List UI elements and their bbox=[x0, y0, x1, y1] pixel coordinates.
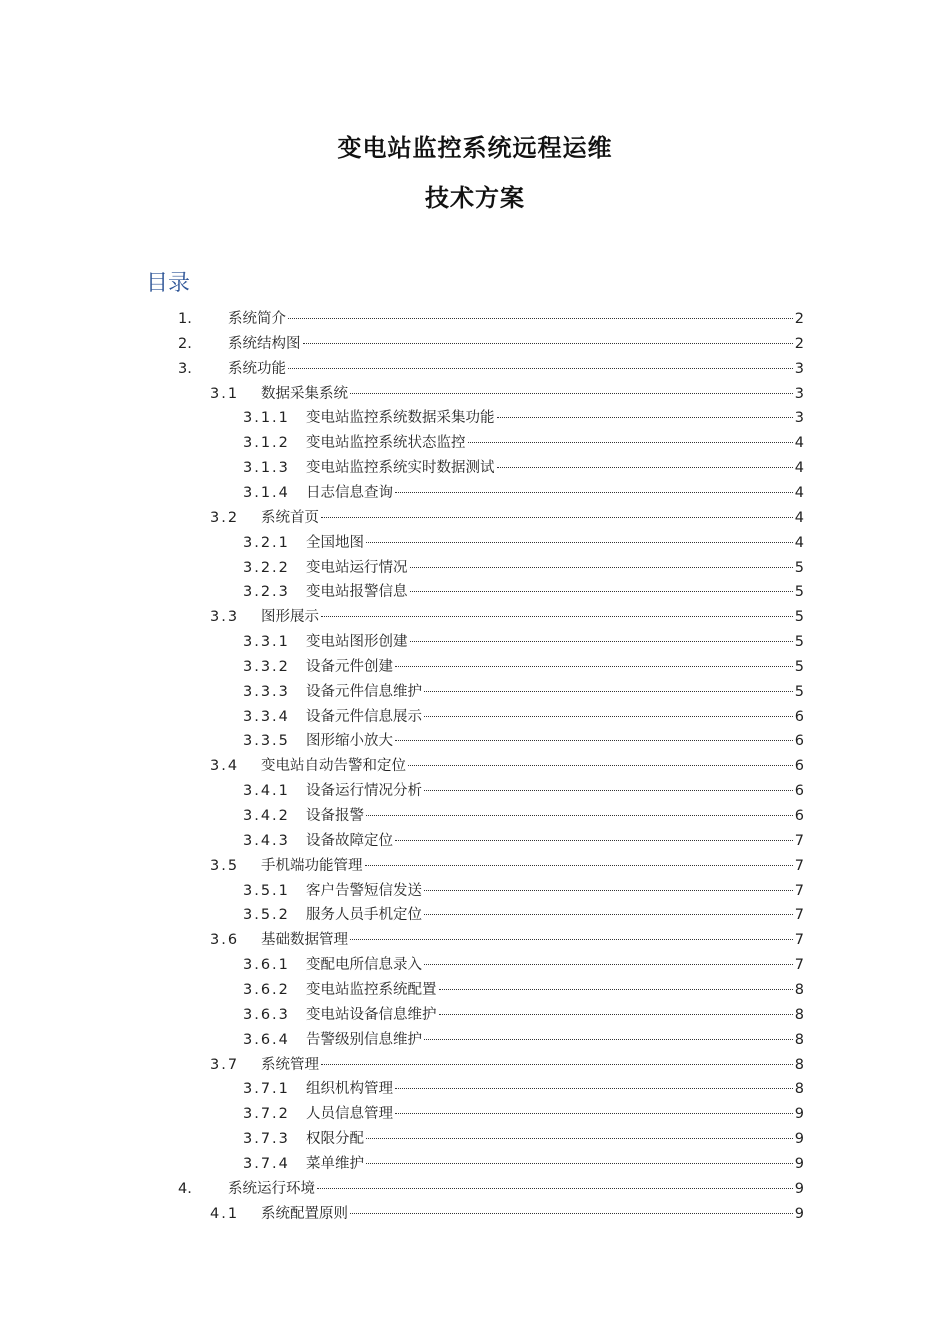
toc-entry[interactable] bbox=[243, 804, 804, 829]
toc-entry-page-number: 5 bbox=[794, 609, 804, 626]
toc-entry[interactable] bbox=[243, 630, 804, 655]
toc-entry-page-number: 4 bbox=[794, 435, 804, 452]
toc-entry-label: 变配电所信息录入 bbox=[306, 957, 422, 974]
toc-entry-number: 3.7.2 bbox=[243, 1106, 290, 1123]
toc-entry[interactable] bbox=[243, 978, 804, 1003]
toc-entry[interactable] bbox=[210, 1202, 804, 1227]
toc-dot-leader bbox=[410, 641, 793, 642]
toc-entry-label: 设备报警 bbox=[306, 808, 364, 824]
toc-dot-leader bbox=[408, 765, 793, 766]
toc-entry[interactable] bbox=[178, 307, 804, 332]
toc-entry-page-number: 4 bbox=[794, 509, 804, 526]
toc-dot-leader bbox=[350, 939, 793, 940]
toc-dot-leader bbox=[321, 517, 793, 518]
toc-entry[interactable] bbox=[243, 1102, 804, 1127]
toc-entry[interactable] bbox=[243, 1127, 804, 1152]
toc-dot-leader bbox=[410, 591, 793, 592]
toc-entry-label: 系统结构图 bbox=[228, 335, 301, 352]
toc-entry-number: 3.4 bbox=[210, 758, 240, 775]
toc-entry[interactable] bbox=[243, 953, 804, 978]
toc-entry-label: 系统管理 bbox=[261, 1056, 319, 1073]
toc-entry-label: 组织机构管理 bbox=[306, 1081, 393, 1098]
toc-entry-label: 变电站监控系统状态监控 bbox=[306, 435, 466, 452]
toc-dot-leader bbox=[424, 964, 793, 965]
toc-entry-page-number: 9 bbox=[794, 1205, 804, 1222]
toc-entry-label: 系统功能 bbox=[228, 360, 286, 377]
toc-entry-page-number: 6 bbox=[794, 783, 804, 800]
toc-entry-number: 3.6 bbox=[210, 932, 240, 949]
toc-entry-number: 3.7.4 bbox=[243, 1155, 290, 1172]
toc-dot-leader bbox=[366, 1163, 793, 1164]
toc-entry-page-number: 8 bbox=[794, 1031, 804, 1048]
toc-entry-number: 3.1.3 bbox=[243, 460, 290, 477]
toc-entry-page-number: 9 bbox=[794, 1155, 804, 1172]
toc-entry-number: 3.5.2 bbox=[243, 907, 290, 924]
toc-entry-number: 3.2 bbox=[210, 509, 240, 526]
toc-entry-page-number: 6 bbox=[794, 733, 804, 750]
toc-entry-label: 设备故障定位 bbox=[306, 832, 393, 849]
toc-entry-number: 3.6.1 bbox=[243, 957, 290, 974]
toc-entry-number: 4. bbox=[178, 1180, 192, 1197]
toc-entry-number: 3.5 bbox=[210, 857, 240, 874]
toc-dot-leader bbox=[424, 691, 793, 692]
toc-entry-number: 3.1.1 bbox=[243, 410, 290, 427]
toc-entry[interactable] bbox=[243, 406, 804, 431]
toc-dot-leader bbox=[424, 1039, 793, 1040]
toc-entry[interactable] bbox=[243, 903, 804, 928]
toc-entry-page-number: 2 bbox=[794, 311, 804, 327]
toc-entry-page-number: 7 bbox=[794, 907, 804, 924]
toc-entry[interactable] bbox=[243, 680, 804, 705]
toc-entry-number: 3.3.1 bbox=[243, 634, 290, 651]
toc-entry-number: 3.3.4 bbox=[243, 708, 290, 725]
toc-entry-number: 3.7.1 bbox=[243, 1081, 290, 1098]
toc-entry-page-number: 6 bbox=[794, 808, 804, 824]
toc-dot-leader bbox=[410, 567, 793, 568]
toc-entry[interactable] bbox=[243, 456, 804, 481]
toc-entry-label: 系统配置原则 bbox=[261, 1205, 348, 1222]
toc-entry-number: 3.7 bbox=[210, 1056, 240, 1073]
toc-entry-label: 图形展示 bbox=[261, 609, 319, 626]
toc-entry-number: 2. bbox=[178, 335, 192, 352]
toc-dot-leader bbox=[366, 815, 793, 816]
toc-entry[interactable] bbox=[178, 1177, 804, 1202]
toc-dot-leader bbox=[395, 1113, 793, 1114]
toc-entry-label: 变电站自动告警和定位 bbox=[261, 758, 406, 775]
toc-entry[interactable] bbox=[210, 854, 804, 879]
toc-entry[interactable] bbox=[243, 1152, 804, 1177]
toc-dot-leader bbox=[395, 1088, 793, 1089]
toc-entry[interactable] bbox=[243, 1077, 804, 1102]
toc-entry-label: 菜单维护 bbox=[306, 1155, 364, 1172]
toc-entry-label: 权限分配 bbox=[306, 1131, 364, 1148]
toc-entry-page-number: 5 bbox=[794, 683, 804, 700]
toc-entry-page-number: 4 bbox=[794, 484, 804, 501]
toc-entry[interactable] bbox=[210, 754, 804, 779]
toc-entry[interactable] bbox=[210, 382, 804, 407]
toc-entry[interactable] bbox=[178, 332, 804, 357]
toc-entry-label: 变电站报警信息 bbox=[306, 584, 408, 601]
toc-entry-page-number: 7 bbox=[794, 832, 804, 849]
toc-entry-page-number: 6 bbox=[794, 758, 804, 775]
toc-entry-label: 人员信息管理 bbox=[306, 1106, 393, 1123]
toc-entry-number: 3.1.2 bbox=[243, 435, 290, 452]
toc-entry[interactable] bbox=[210, 928, 804, 953]
toc-dot-leader bbox=[497, 467, 793, 468]
toc-dot-leader bbox=[424, 716, 793, 717]
toc-entry-label: 系统简介 bbox=[228, 311, 286, 327]
toc-entry-page-number: 7 bbox=[794, 857, 804, 874]
toc-entry-number: 3.4.1 bbox=[243, 783, 290, 800]
toc-entry-number: 3.4.3 bbox=[243, 832, 290, 849]
toc-dot-leader bbox=[321, 1064, 793, 1065]
toc-entry-label: 服务人员手机定位 bbox=[306, 907, 422, 924]
toc-entry[interactable] bbox=[243, 879, 804, 904]
toc-entry-page-number: 7 bbox=[794, 932, 804, 949]
toc-entry-label: 客户告警短信发送 bbox=[306, 882, 422, 899]
toc-entry-number: 3.3.3 bbox=[243, 683, 290, 700]
toc-entry[interactable] bbox=[210, 506, 804, 531]
toc-entry-page-number: 8 bbox=[794, 1006, 804, 1023]
toc-entry[interactable] bbox=[243, 1003, 804, 1028]
toc-entry-label: 变电站图形创建 bbox=[306, 634, 408, 651]
toc-entry[interactable] bbox=[243, 481, 804, 506]
toc-entry[interactable] bbox=[243, 580, 804, 605]
toc-entry-number: 3.3.2 bbox=[243, 658, 290, 675]
toc-entry-label: 系统运行环境 bbox=[228, 1180, 315, 1197]
toc-entry-page-number: 2 bbox=[794, 335, 804, 352]
toc-dot-leader bbox=[395, 840, 793, 841]
toc-entry-number: 3.2.1 bbox=[243, 534, 290, 551]
toc-entry-label: 日志信息查询 bbox=[306, 484, 393, 501]
toc-entry-page-number: 8 bbox=[794, 1056, 804, 1073]
toc-dot-leader bbox=[366, 542, 793, 543]
toc-entry-label: 数据采集系统 bbox=[261, 385, 348, 402]
toc-entry-page-number: 3 bbox=[794, 385, 804, 402]
toc-heading: 目录 bbox=[146, 271, 191, 296]
toc-entry-number: 3. bbox=[178, 360, 192, 377]
toc-entry-label: 设备元件信息维护 bbox=[306, 683, 422, 700]
toc-entry[interactable] bbox=[243, 431, 804, 456]
toc-dot-leader bbox=[439, 989, 793, 990]
toc-entry-number: 3.3 bbox=[210, 609, 240, 626]
toc-entry-number: 3.2.3 bbox=[243, 584, 290, 601]
toc-entry-number: 3.6.3 bbox=[243, 1006, 290, 1023]
toc-dot-leader bbox=[288, 368, 793, 369]
toc-entry-page-number: 3 bbox=[794, 410, 804, 427]
toc-entry-label: 变电站监控系统数据采集功能 bbox=[306, 410, 495, 427]
toc-dot-leader bbox=[424, 890, 793, 891]
toc-entry[interactable] bbox=[178, 357, 804, 382]
toc-entry-number: 3.6.2 bbox=[243, 981, 290, 998]
toc-entry-page-number: 9 bbox=[794, 1180, 804, 1197]
toc-entry-page-number: 8 bbox=[794, 1081, 804, 1098]
toc-entry-number: 3.3.5 bbox=[243, 733, 290, 750]
toc-entry-page-number: 5 bbox=[794, 634, 804, 651]
toc-entry[interactable] bbox=[243, 779, 804, 804]
toc-entry-page-number: 4 bbox=[794, 534, 804, 551]
toc-dot-leader bbox=[365, 865, 793, 866]
toc-entry-label: 变电站设备信息维护 bbox=[306, 1006, 437, 1023]
toc-entry-number: 3.2.2 bbox=[243, 559, 290, 576]
toc-entry-page-number: 4 bbox=[794, 460, 804, 477]
toc-entry-number: 3.7.3 bbox=[243, 1131, 290, 1148]
toc-entry[interactable] bbox=[210, 1053, 804, 1078]
toc-entry-number: 4.1 bbox=[210, 1205, 240, 1222]
toc-dot-leader bbox=[424, 914, 793, 915]
toc-dot-leader bbox=[288, 318, 793, 319]
toc-entry-page-number: 7 bbox=[794, 882, 804, 899]
document-title: 变电站监控系统远程运维 bbox=[337, 134, 613, 162]
toc-entry[interactable] bbox=[243, 1028, 804, 1053]
toc-dot-leader bbox=[317, 1188, 793, 1189]
toc-entry-number: 3.1 bbox=[210, 385, 240, 402]
toc-entry-label: 告警级别信息维护 bbox=[306, 1031, 422, 1048]
toc-entry-label: 设备运行情况分析 bbox=[306, 783, 422, 800]
toc-entry-label: 系统首页 bbox=[261, 509, 319, 526]
toc-entry[interactable] bbox=[243, 556, 804, 581]
document-subtitle: 技术方案 bbox=[425, 184, 525, 212]
toc-dot-leader bbox=[350, 393, 793, 394]
toc-entry-label: 全国地图 bbox=[306, 534, 364, 551]
toc-entry-page-number: 6 bbox=[794, 708, 804, 725]
toc-entry-label: 变电站运行情况 bbox=[306, 559, 408, 576]
toc-entry-number: 3.4.2 bbox=[243, 808, 290, 824]
toc-dot-leader bbox=[395, 740, 793, 741]
toc-entry-number: 1. bbox=[178, 311, 192, 327]
toc-entry-label: 基础数据管理 bbox=[261, 932, 348, 949]
toc-entry-page-number: 3 bbox=[794, 360, 804, 377]
toc-entry[interactable] bbox=[243, 705, 804, 730]
toc-entry-page-number: 5 bbox=[794, 559, 804, 576]
toc-dot-leader bbox=[350, 1213, 793, 1214]
toc-entry[interactable] bbox=[243, 531, 804, 556]
toc-dot-leader bbox=[303, 343, 793, 344]
toc-entry-page-number: 5 bbox=[794, 658, 804, 675]
toc-entry-page-number: 7 bbox=[794, 957, 804, 974]
toc-dot-leader bbox=[366, 1138, 793, 1139]
toc-dot-leader bbox=[395, 492, 793, 493]
toc-entry[interactable] bbox=[243, 729, 804, 754]
toc-entry-number: 3.5.1 bbox=[243, 882, 290, 899]
toc-dot-leader bbox=[497, 417, 793, 418]
toc-entry-number: 3.1.4 bbox=[243, 484, 290, 501]
toc-dot-leader bbox=[395, 666, 793, 667]
toc-entry[interactable] bbox=[243, 829, 804, 854]
toc-entry-page-number: 9 bbox=[794, 1106, 804, 1123]
toc-dot-leader bbox=[468, 442, 793, 443]
toc-entry-label: 变电站监控系统实时数据测试 bbox=[306, 460, 495, 477]
toc-entry[interactable] bbox=[210, 605, 804, 630]
toc-entry-label: 图形缩小放大 bbox=[306, 733, 393, 750]
toc-entry-page-number: 8 bbox=[794, 981, 804, 998]
toc-dot-leader bbox=[424, 790, 793, 791]
toc-entry-page-number: 5 bbox=[794, 584, 804, 601]
toc-entry-label: 设备元件创建 bbox=[306, 658, 393, 675]
toc-dot-leader bbox=[439, 1014, 793, 1015]
toc-entry-label: 设备元件信息展示 bbox=[306, 708, 422, 725]
toc-entry[interactable] bbox=[243, 655, 804, 680]
toc-entry-page-number: 9 bbox=[794, 1131, 804, 1148]
toc-dot-leader bbox=[321, 616, 793, 617]
toc-entry-label: 手机端功能管理 bbox=[261, 857, 363, 874]
toc-entry-number: 3.6.4 bbox=[243, 1031, 290, 1048]
toc-entry-label: 变电站监控系统配置 bbox=[306, 981, 437, 998]
